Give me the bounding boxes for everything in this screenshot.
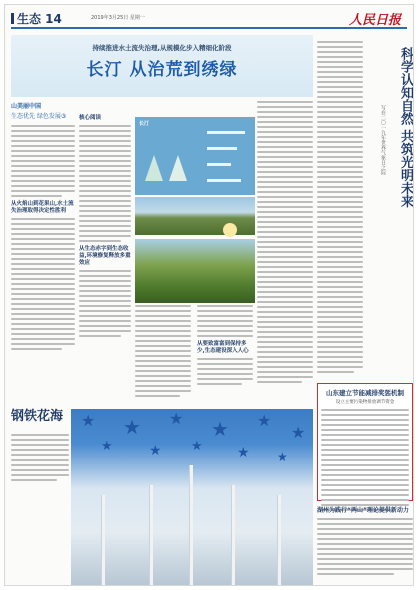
tree-icon — [169, 155, 187, 181]
infographic — [135, 117, 255, 195]
sun-icon — [223, 223, 237, 237]
lead-headline: 长汀 从治荒到绣绿 — [86, 60, 238, 80]
masthead — [11, 9, 407, 29]
newspaper-logo: 人民日报 — [348, 13, 401, 28]
subheading-1: 从火焰山到花果山,水土流失治理取得决定性胜利 — [11, 201, 74, 214]
star-icon: ★ — [123, 415, 141, 439]
series-subtag: 生态优先 绿色发展③ — [11, 113, 67, 120]
photo-caption-block — [11, 409, 69, 585]
star-icon: ★ — [237, 445, 250, 461]
stat-bar — [207, 147, 237, 150]
left-column — [11, 101, 75, 401]
lead-kicker: 持续推进水土流失治理,从规模化步入精细化阶段 — [92, 44, 232, 52]
article-column-right — [257, 101, 313, 401]
pillar — [277, 495, 281, 585]
star-icon: ★ — [169, 409, 184, 428]
star-icon: ★ — [277, 450, 288, 464]
boxed-article-subtitle: 设立主要污染物排放调节资金 — [335, 400, 395, 405]
short-article — [317, 505, 413, 585]
short-article-title: 湖州为践行“两山”理论提供新动力 — [317, 507, 409, 514]
pillar — [189, 465, 193, 585]
commentary-subheadline: 写在二〇一九年世界气象日之际 — [380, 105, 386, 175]
star-icon: ★ — [257, 411, 272, 430]
section-label — [11, 10, 62, 27]
landscape-photo-before — [135, 197, 255, 235]
lead-article-header — [11, 35, 313, 97]
commentary-headline: 科学认知自然 共筑光明未来 — [398, 47, 413, 208]
station-roof-photo — [71, 409, 313, 585]
infographic-label: 长汀 — [139, 121, 150, 127]
stat-bar — [207, 131, 245, 134]
star-icon: ★ — [211, 417, 229, 441]
star-icon: ★ — [191, 439, 203, 454]
section-text: 生态 14 — [17, 12, 62, 26]
series-tag: 山美丽中国 — [11, 103, 42, 110]
commentary-text — [317, 41, 363, 376]
landscape-photo-after — [135, 239, 255, 303]
core-reading-heading: 核心阅读 — [79, 115, 102, 121]
commentary-column — [317, 35, 413, 379]
pillar — [101, 495, 105, 585]
subheading-3: 从要致富富到保持多少,生态建设深入人心 — [197, 341, 249, 354]
article-column — [135, 305, 191, 400]
subheading-2: 从生态赤字到生态收益,环境修复释放多重效应 — [79, 246, 131, 266]
star-icon: ★ — [149, 443, 162, 459]
star-icon: ★ — [101, 439, 113, 454]
boxed-article — [317, 383, 413, 501]
tree-icon — [145, 155, 163, 181]
stat-bar — [207, 179, 241, 182]
stat-bar — [207, 163, 231, 166]
newspaper-page — [4, 4, 414, 586]
pillar — [149, 485, 153, 585]
star-icon: ★ — [81, 411, 96, 430]
article-column — [197, 305, 253, 388]
star-icon: ★ — [291, 423, 306, 442]
boxed-article-title: 山东建立节能减排奖惩机制 — [326, 389, 404, 397]
photo-title: 钢铁花海 — [11, 409, 64, 424]
article-bottom-block — [135, 305, 255, 405]
middle-column — [79, 113, 131, 403]
pillar — [231, 485, 235, 585]
issue-date: 2019年3月25日 星期一 — [91, 15, 145, 21]
